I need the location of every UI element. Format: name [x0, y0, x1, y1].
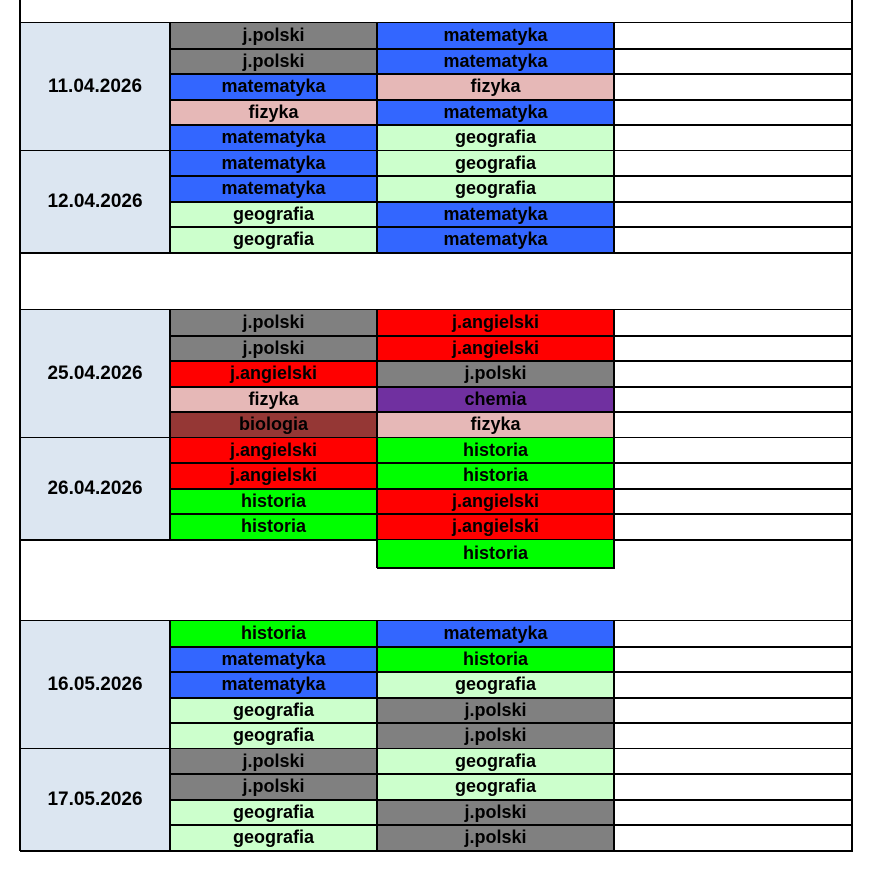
empty-cell: [614, 74, 852, 100]
date-cell: 17.05.2026: [20, 749, 170, 851]
grid-line: [170, 773, 853, 775]
empty-cell: [614, 621, 852, 647]
grid-line: [170, 99, 853, 101]
grid-line: [170, 124, 853, 126]
empty-cell: [614, 489, 852, 515]
subject-cell: geografia: [170, 227, 377, 253]
subject-cell: matematyka: [170, 647, 377, 673]
empty-cell: [614, 310, 852, 336]
subject-cell: j.polski: [170, 23, 377, 49]
subject-cell: j.angielski: [377, 336, 614, 362]
grid-line: [170, 488, 853, 490]
grid-line: [851, 540, 853, 622]
grid-line: [377, 567, 615, 569]
grid-line: [376, 540, 378, 568]
grid-line: [170, 799, 853, 801]
subject-cell: matematyka: [377, 227, 614, 253]
subject-cell: j.polski: [170, 774, 377, 800]
subject-cell: matematyka: [377, 100, 614, 126]
empty-cell: [614, 698, 852, 724]
subject-cell: biologia: [170, 412, 377, 438]
subject-cell: fizyka: [377, 74, 614, 100]
grid-line: [170, 226, 853, 228]
subject-cell: j.polski: [377, 361, 614, 387]
grid-line: [20, 252, 853, 254]
grid-line: [19, 0, 21, 23]
date-cell: 26.04.2026: [20, 438, 170, 540]
subject-cell: geografia: [377, 749, 614, 775]
grid-line: [851, 621, 853, 851]
empty-cell: [614, 774, 852, 800]
subject-cell: historia: [170, 489, 377, 515]
empty-cell: [614, 672, 852, 698]
empty-cell: [614, 825, 852, 851]
empty-cell: [614, 23, 852, 49]
empty-cell: [614, 151, 852, 177]
subject-cell: j.angielski: [377, 489, 614, 515]
subject-cell: matematyka: [170, 176, 377, 202]
subject-cell: j.polski: [170, 749, 377, 775]
subject-cell: historia: [377, 540, 614, 568]
grid-line: [170, 411, 853, 413]
subject-cell: j.polski: [377, 800, 614, 826]
subject-cell: matematyka: [170, 125, 377, 151]
empty-cell: [614, 227, 852, 253]
subject-cell: geografia: [377, 125, 614, 151]
subject-cell: historia: [377, 463, 614, 489]
empty-cell: [614, 514, 852, 540]
empty-cell: [614, 202, 852, 228]
subject-cell: geografia: [170, 723, 377, 749]
grid-line: [170, 175, 853, 177]
subject-cell: matematyka: [377, 23, 614, 49]
grid-line: [170, 201, 853, 203]
grid-line: [170, 73, 853, 75]
grid-line: [376, 310, 378, 540]
empty-cell: [614, 361, 852, 387]
subject-cell: geografia: [170, 800, 377, 826]
empty-cell: [614, 438, 852, 464]
grid-line: [20, 850, 853, 852]
empty-cell: [614, 125, 852, 151]
subject-cell: j.polski: [170, 336, 377, 362]
subject-cell: historia: [170, 514, 377, 540]
subject-cell: fizyka: [377, 412, 614, 438]
grid-line: [851, 23, 853, 253]
subject-cell: geografia: [377, 774, 614, 800]
empty-cell: [614, 800, 852, 826]
grid-line: [170, 48, 853, 50]
empty-cell: [614, 463, 852, 489]
subject-cell: geografia: [377, 672, 614, 698]
grid-line: [170, 697, 853, 699]
date-cell: 25.04.2026: [20, 310, 170, 438]
grid-line: [613, 621, 615, 851]
grid-line: [169, 621, 171, 851]
grid-line: [19, 23, 21, 253]
date-cell: 11.04.2026: [20, 23, 170, 151]
date-cell: 16.05.2026: [20, 621, 170, 749]
grid-line: [19, 310, 21, 540]
subject-cell: j.polski: [377, 723, 614, 749]
subject-cell: matematyka: [170, 151, 377, 177]
empty-cell: [614, 49, 852, 75]
empty-cell: [614, 387, 852, 413]
grid-line: [169, 23, 171, 253]
empty-cell: [614, 100, 852, 126]
subject-cell: j.polski: [377, 825, 614, 851]
subject-cell: fizyka: [170, 100, 377, 126]
subject-cell: geografia: [170, 202, 377, 228]
date-cell: 12.04.2026: [20, 151, 170, 253]
subject-cell: historia: [377, 647, 614, 673]
grid-line: [613, 23, 615, 253]
grid-line: [376, 23, 378, 253]
grid-line: [19, 253, 21, 311]
empty-cell: [614, 749, 852, 775]
grid-line: [170, 671, 853, 673]
subject-cell: j.angielski: [170, 361, 377, 387]
grid-line: [170, 824, 853, 826]
subject-cell: j.polski: [377, 698, 614, 724]
subject-cell: geografia: [377, 176, 614, 202]
grid-line: [376, 621, 378, 851]
subject-cell: matematyka: [377, 49, 614, 75]
grid-line: [170, 360, 853, 362]
subject-cell: geografia: [170, 698, 377, 724]
grid-line: [170, 646, 853, 648]
subject-cell: matematyka: [170, 74, 377, 100]
grid-line: [851, 310, 853, 540]
grid-line: [170, 386, 853, 388]
subject-cell: matematyka: [377, 202, 614, 228]
subject-cell: historia: [377, 438, 614, 464]
subject-cell: historia: [170, 621, 377, 647]
subject-cell: j.polski: [170, 49, 377, 75]
subject-cell: matematyka: [170, 672, 377, 698]
grid-line: [19, 621, 21, 851]
grid-line: [851, 0, 853, 23]
subject-cell: chemia: [377, 387, 614, 413]
subject-cell: fizyka: [170, 387, 377, 413]
subject-cell: j.angielski: [377, 310, 614, 336]
grid-line: [170, 462, 853, 464]
subject-cell: j.polski: [170, 310, 377, 336]
subject-cell: j.angielski: [377, 514, 614, 540]
grid-line: [613, 540, 615, 568]
subject-cell: j.angielski: [170, 463, 377, 489]
subject-cell: geografia: [377, 151, 614, 177]
empty-cell: [614, 336, 852, 362]
empty-cell: [614, 723, 852, 749]
grid-line: [170, 513, 853, 515]
grid-line: [170, 722, 853, 724]
grid-line: [613, 310, 615, 540]
subject-cell: geografia: [170, 825, 377, 851]
grid-line: [169, 310, 171, 540]
subject-cell: matematyka: [377, 621, 614, 647]
empty-cell: [614, 647, 852, 673]
grid-line: [851, 253, 853, 311]
empty-cell: [614, 176, 852, 202]
grid-line: [19, 540, 21, 622]
empty-cell: [614, 412, 852, 438]
subject-cell: j.angielski: [170, 438, 377, 464]
grid-line: [170, 335, 853, 337]
